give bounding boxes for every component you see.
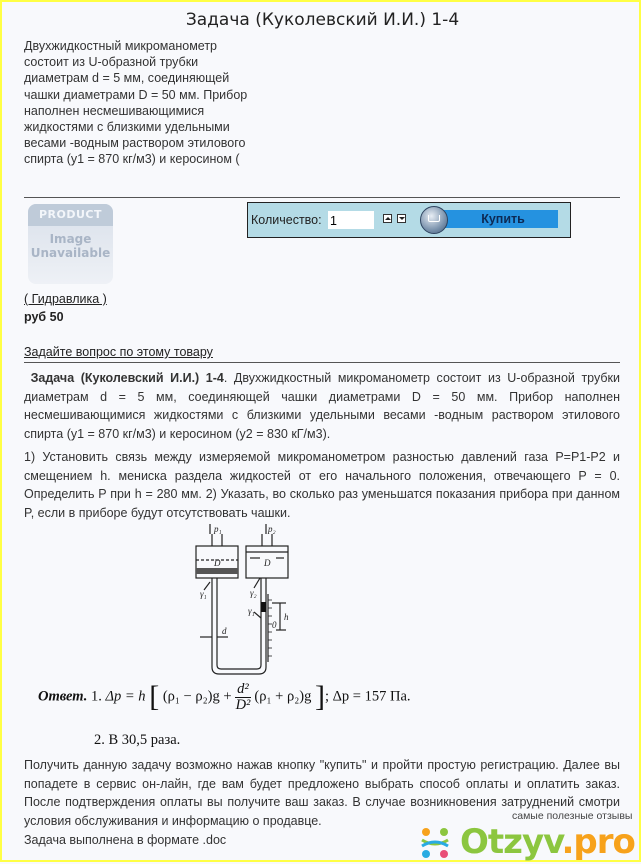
quantity-decrement-icon[interactable] [397,214,406,223]
ask-question-link[interactable]: Задайте вопрос по этому товару [24,345,213,359]
bracket-open: [ [149,680,160,713]
shopping-cart-icon[interactable] [420,206,448,234]
price: руб 50 [24,310,64,324]
bracket-close: ] [314,680,325,713]
label-p1: p₁ [214,524,222,534]
task-paragraph: 1) Установить связь между измеряемой микроманометром разностью давлений газа P=P1-P2 и смещением h. мениска раздела жидкостей от его начального положения, отвечающего P = 0. Определить P при h = 280 мм. 2) Указать, во сколько раз уменьшатся показания прибора при данном P, если в приборе будут отсутствовать чашки. [24,450,620,520]
answer-prefix: Ответ. [38,688,88,705]
label-gamma2: γ₂ [250,588,257,598]
label-D-right: D [264,558,271,568]
watermark [412,810,641,864]
label-gamma1-tube: γ₁ [248,606,255,616]
image-text-line2: Unavailable [30,246,111,260]
manometer-diagram [182,522,312,682]
page-title: Задача (Куколевский И.И.) 1-4 [185,10,460,30]
label-D-left: D [214,558,221,568]
formula-term1: (ρ₁ − ρ₂)g + [162,688,232,705]
product-image-band: PRODUCT [28,204,113,226]
product-image-placeholder [28,204,113,284]
description-lead: Задача (Куколевский И.И.) 1-4 [30,371,224,385]
watermark-logo: Otzyv.pro [460,822,635,862]
formula-term2: (ρ₁ + ρ₂)g [254,688,312,705]
answer-item-2: 2. В 30,5 раза. [94,732,181,748]
description-text: . Двухжидкостный микроманометр состоит из U-образной трубки диаметрам d = 5 мм, соединяющей чашки диаметрами D = 50 мм. Прибор наполнен несмешивающимися жидкостями с близкими удельными весами -водным раствором этилового спирта (у1 = 870 кг/м3) и керосином (у2 = 830 кГ/м3). [24,371,620,441]
category-link[interactable]: ( Гидравлика ) [24,292,107,306]
image-text-line1: Image [49,232,92,246]
answer-item-number: 1. [91,688,102,705]
formula-left: Δp = h [105,688,146,705]
quantity-increment-icon[interactable] [383,214,392,223]
divider [24,197,620,198]
short-description: Двухжидкостный микроманометр состоит из U-образной трубки диаметрам d = 5 мм, соединяющей чашки диаметрами D = 50 мм. Прибор наполнен несмешивающимися жидкостями с близкими удельными весами -водным раствором этилового спирта (у1 = 870 кг/м3) и керосином ( [24,39,248,167]
formula-result: ; Δp = 157 Па. [324,688,411,705]
quantity-input[interactable] [328,211,374,229]
format-note: Задача выполнена в формате .doc [24,833,227,847]
otzyv-logo-icon [418,826,452,860]
divider [24,362,620,363]
label-zero: 0 [272,620,277,630]
answer-formula [38,680,411,714]
purchase-info: Получить данную задачу возможно нажав кнопку "купить" и пройти простую регистрацию. Далее вы попадете в сервис он-лайн, где вам будет предложено выбрать способ оплаты и оплатить заказ. После подтверждения оплаты вы получите ваш заказ. В случае возникновения затруднений смотри условия обслуживания и информацию о продавце. [24,758,620,828]
label-p2: p₂ [268,524,276,534]
description-paragraph [24,369,620,443]
add-to-cart-box [247,202,571,238]
label-h: h [284,612,289,622]
buy-button[interactable]: Купить [438,210,558,228]
fraction: $\frac{\text{d²}}{\text{D²}}$ [235,680,251,713]
label-d: d [222,626,227,636]
watermark-tagline: самые полезные отзывы [512,810,633,822]
label-gamma1: γ₁ [200,589,207,599]
product-page [2,2,641,864]
quantity-label: Количество: [251,213,322,227]
